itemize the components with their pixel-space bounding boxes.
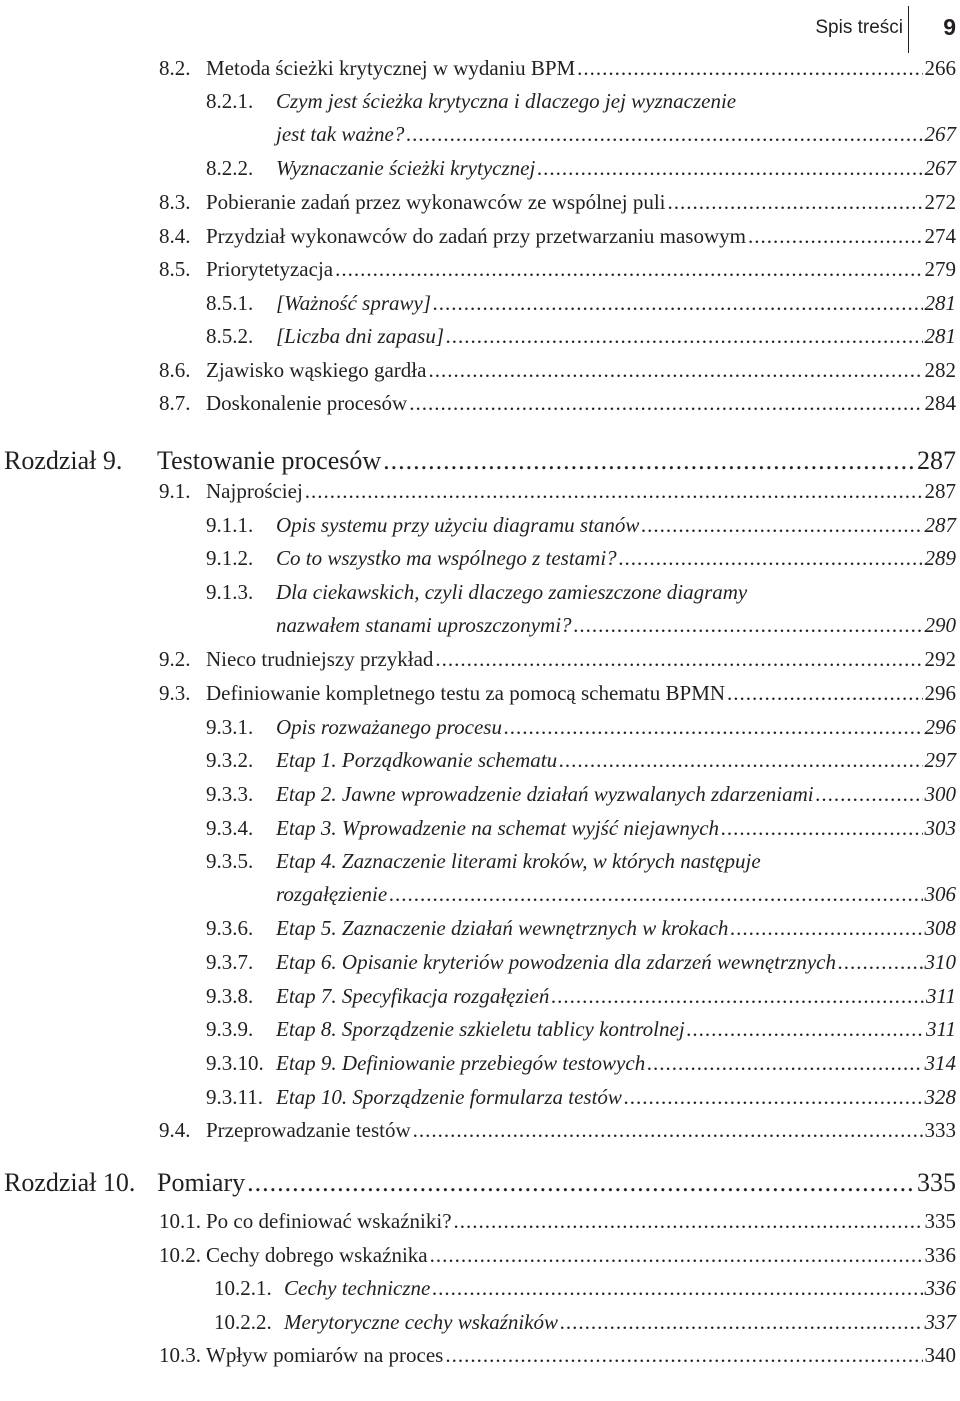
dot-leader — [454, 1209, 923, 1234]
toc-entry[interactable] — [0, 580, 960, 646]
toc-entry-title: Etap 9. Definiowanie przebiegów testowych — [276, 1051, 646, 1075]
toc-entry[interactable] — [0, 748, 960, 781]
dot-leader — [537, 156, 922, 181]
toc-entry-number: 9.1. — [159, 479, 191, 503]
toc-page-number: 289 — [924, 546, 956, 570]
toc-entry-number: 10.1. — [159, 1209, 201, 1233]
toc-entry-number: 8.5.1. — [206, 291, 254, 315]
dot-leader — [816, 782, 923, 807]
toc-page-number: 300 — [924, 782, 956, 806]
toc-page-number: 311 — [926, 984, 956, 1008]
toc-entry[interactable] — [0, 56, 960, 89]
toc-entry-title: Etap 3. Wprowadzenie na schemat wyjść niejawnych — [276, 816, 720, 840]
toc-entry[interactable] — [0, 513, 960, 546]
dot-leader — [619, 546, 923, 571]
toc-page-number: 290 — [924, 613, 956, 637]
toc-entry-title: Testowanie procesów — [157, 446, 382, 475]
dot-leader — [559, 748, 922, 773]
toc-page-number: 279 — [924, 257, 956, 281]
toc-entry[interactable] — [0, 324, 960, 357]
dot-leader — [430, 1243, 923, 1268]
toc-entry-number: 9.3.5. — [206, 849, 254, 873]
toc-entry-title: Wpływ pomiarów na proces — [206, 1343, 444, 1367]
toc-page-number: 296 — [924, 681, 956, 705]
toc-page-number: 282 — [924, 358, 956, 382]
toc-entry-number: 9.3.1. — [206, 715, 254, 739]
toc-page-number: 281 — [924, 324, 956, 348]
toc-entry[interactable] — [0, 391, 960, 424]
dot-leader — [504, 715, 923, 740]
dot-leader — [409, 391, 922, 416]
header-section-title: Spis treści — [815, 17, 903, 38]
toc-entry-title: Priorytetyzacja — [206, 257, 334, 281]
dot-leader — [445, 1343, 922, 1368]
toc-entry-title: Nieco trudniejszy przykład — [206, 647, 434, 671]
toc-page-number: 287 — [924, 513, 956, 537]
dot-leader — [730, 916, 922, 941]
toc-entry-title: Merytoryczne cechy wskaźników — [284, 1310, 559, 1334]
toc-entry-title: [Liczba dni zapasu] — [276, 324, 445, 348]
toc-page-number: 333 — [924, 1118, 956, 1142]
toc-entry-title: Metoda ścieżki krytycznej w wydaniu BPM — [206, 56, 576, 80]
toc-entry[interactable] — [0, 1276, 960, 1309]
dot-leader — [687, 1017, 924, 1042]
toc-page-number: 308 — [924, 916, 956, 940]
toc-entry-title: Po co definiować wskaźniki? — [206, 1209, 452, 1233]
toc-page-number: 306 — [924, 882, 956, 906]
toc-entry-number: 10.2. — [159, 1243, 201, 1267]
toc-entry[interactable] — [0, 647, 960, 680]
toc-page-number: 336 — [924, 1276, 956, 1300]
toc-entry-title: Dla ciekawskich, czyli dlaczego zamieszczone diagramy — [276, 580, 748, 604]
toc-entry-title: Najprościej — [206, 479, 303, 503]
toc-entry-title: Doskonalenie procesów — [206, 391, 408, 415]
toc-entry-number: 8.3. — [159, 190, 191, 214]
dot-leader — [551, 984, 924, 1009]
toc-entry-title: Zjawisko wąskiego gardła — [206, 358, 427, 382]
toc-entry[interactable] — [0, 1085, 960, 1118]
toc-entry[interactable] — [0, 950, 960, 983]
dot-leader — [727, 681, 922, 706]
toc-entry-title: Cechy techniczne — [284, 1276, 431, 1300]
toc-entry-number: 8.4. — [159, 224, 191, 248]
toc-entry-title: Etap 7. Specyfikacja rozgałęzień — [276, 984, 550, 1008]
toc-entry[interactable] — [0, 1017, 960, 1050]
toc-entry-title: jest tak ważne? — [276, 122, 405, 146]
toc-entry-title: Wyznaczanie ścieżki krytycznej — [276, 156, 536, 180]
toc-page-number: 287 — [924, 479, 956, 503]
toc-page-number: 281 — [924, 291, 956, 315]
dot-leader — [574, 613, 923, 638]
toc-entry-title: nazwałem stanami uproszczonymi? — [276, 613, 572, 637]
dot-leader — [748, 224, 923, 249]
toc-entry-number: 9.3.8. — [206, 984, 254, 1008]
toc-entry-title: Pobieranie zadań przez wykonawców ze wspólnej puli — [206, 190, 666, 214]
header-divider — [908, 6, 909, 53]
toc-entry[interactable] — [0, 190, 960, 223]
toc-entry[interactable] — [0, 1243, 960, 1276]
toc-entry-number: 9.3.3. — [206, 782, 254, 806]
toc-entry[interactable] — [0, 782, 960, 815]
toc-entry[interactable] — [0, 156, 960, 189]
toc-entry[interactable] — [0, 1051, 960, 1084]
toc-entry[interactable] — [0, 1209, 960, 1242]
toc-entry-number: 10.2.1. — [214, 1276, 272, 1300]
toc-entry-number: 9.4. — [159, 1118, 191, 1142]
toc-entry-number: 9.3.10. — [206, 1051, 264, 1075]
dot-leader — [389, 882, 922, 907]
toc-page-number: 303 — [924, 816, 956, 840]
toc-entry-title: Etap 10. Sporządzenie formularza testów — [276, 1085, 622, 1109]
header-page-number: 9 — [943, 14, 956, 40]
toc-entry-title: Przydział wykonawców do zadań przy przetwarzaniu masowym — [206, 224, 746, 248]
toc-entry-number: 9.3.6. — [206, 916, 254, 940]
dot-leader — [668, 190, 923, 215]
toc-entry-number: 8.5.2. — [206, 324, 254, 348]
dot-leader — [641, 513, 922, 538]
toc-entry-number: 9.1.2. — [206, 546, 254, 570]
toc-entry-number: 8.2. — [159, 56, 191, 80]
toc-entry[interactable] — [0, 546, 960, 579]
dot-leader — [432, 1276, 922, 1301]
toc-page-number: 311 — [926, 1017, 956, 1041]
toc-entry[interactable] — [0, 358, 960, 391]
toc-entry-number: 9.3.11. — [206, 1085, 263, 1109]
toc-page-number: 314 — [924, 1051, 956, 1075]
toc-entry-title: Co to wszystko ma wspólnego z testami? — [276, 546, 617, 570]
toc-page-number: 267 — [924, 122, 956, 146]
dot-leader — [838, 950, 923, 975]
toc-entry-number: 9.1.1. — [206, 513, 254, 537]
toc-entry-title: rozgałęzienie — [276, 882, 388, 906]
dot-leader — [428, 358, 922, 383]
toc-page-number: 337 — [924, 1310, 956, 1334]
dot-leader — [247, 1168, 915, 1198]
dot-leader — [335, 257, 922, 282]
toc-chapter-entry[interactable] — [0, 446, 960, 479]
toc-entry-number: 9.3.4. — [206, 816, 254, 840]
dot-leader — [647, 1051, 922, 1076]
toc-entry[interactable] — [0, 89, 960, 155]
toc-page-number: 266 — [924, 56, 956, 80]
toc-page-number: 296 — [924, 715, 956, 739]
toc-entry-number: 9.3.2. — [206, 748, 254, 772]
toc-entry-number: Rozdział 10. — [4, 1168, 136, 1197]
toc-entry-title: Opis systemu przy użyciu diagramu stanów — [276, 513, 640, 537]
toc-entry[interactable] — [0, 257, 960, 290]
toc-entry-title: Etap 1. Porządkowanie schematu — [276, 748, 558, 772]
dot-leader — [413, 1118, 923, 1143]
dot-leader — [721, 816, 922, 841]
toc-entry[interactable] — [0, 291, 960, 324]
toc-entry[interactable] — [0, 1118, 960, 1151]
toc-entry[interactable] — [0, 681, 960, 714]
toc-page-number: 272 — [924, 190, 956, 214]
dot-leader — [406, 122, 922, 147]
toc-entry-title: Opis rozważanego procesu — [276, 715, 502, 739]
toc-entry-number: 9.3.9. — [206, 1017, 254, 1041]
toc-entry[interactable] — [0, 849, 960, 915]
toc-entry-number: 8.2.2. — [206, 156, 254, 180]
toc-entry-title: Etap 4. Zaznaczenie literami kroków, w których następuje — [276, 849, 761, 873]
toc-entry[interactable] — [0, 224, 960, 257]
toc-entry-title: Etap 2. Jawne wprowadzenie działań wyzwalanych zdarzeniami — [276, 782, 814, 806]
toc-page-number: 328 — [924, 1085, 956, 1109]
dot-leader — [446, 324, 922, 349]
toc-chapter-entry[interactable] — [0, 1168, 960, 1201]
toc-entry-number: 9.1.3. — [206, 580, 254, 604]
toc-entry-number: 8.7. — [159, 391, 191, 415]
running-header — [780, 0, 960, 58]
toc-entry-number: 9.3.7. — [206, 950, 254, 974]
dot-leader — [383, 446, 915, 476]
toc-entry[interactable] — [0, 1343, 960, 1376]
toc-entry-number: Rozdział 9. — [4, 446, 123, 475]
toc-page-number: 267 — [924, 156, 956, 180]
toc-entry-title: Pomiary — [157, 1168, 246, 1197]
toc-page-number: 284 — [924, 391, 956, 415]
toc-entry-number: 8.2.1. — [206, 89, 254, 113]
toc-entry[interactable] — [0, 479, 960, 512]
toc-entry-title: Cechy dobrego wskaźnika — [206, 1243, 428, 1267]
toc-entry[interactable] — [0, 916, 960, 949]
dot-leader — [305, 479, 923, 504]
toc-entry[interactable] — [0, 1310, 960, 1343]
toc-page-number: 297 — [924, 748, 956, 772]
dot-leader — [433, 291, 923, 316]
toc-page-number: 335 — [917, 1168, 956, 1197]
toc-page-number: 310 — [924, 950, 956, 974]
toc-page-number: 340 — [924, 1343, 956, 1367]
toc-entry-number: 10.3. — [159, 1343, 201, 1367]
toc-entry-number: 8.6. — [159, 358, 191, 382]
toc-page-number: 287 — [917, 446, 956, 475]
toc-page-number: 292 — [924, 647, 956, 671]
toc-entry-number: 8.5. — [159, 257, 191, 281]
dot-leader — [577, 56, 922, 81]
toc-entry-number: 10.2.2. — [214, 1310, 272, 1334]
toc-entry-title: [Ważność sprawy] — [276, 291, 431, 315]
dot-leader — [624, 1085, 923, 1110]
toc-entry[interactable] — [0, 715, 960, 748]
toc-page-number: 335 — [924, 1209, 956, 1233]
toc-entry-title: Etap 8. Sporządzenie szkieletu tablicy kontrolnej — [276, 1017, 685, 1041]
toc-page-number: 336 — [924, 1243, 956, 1267]
toc-entry-title: Etap 6. Opisanie kryteriów powodzenia dla zdarzeń wewnętrznych — [276, 950, 836, 974]
toc-entry-number: 9.2. — [159, 647, 191, 671]
toc-entry[interactable] — [0, 984, 960, 1017]
toc-entry-number: 9.3. — [159, 681, 191, 705]
dot-leader — [560, 1310, 922, 1335]
toc-entry-title: Czym jest ścieżka krytyczna i dlaczego jej wyznaczenie — [276, 89, 737, 113]
toc-entry-title: Etap 5. Zaznaczenie działań wewnętrznych w krokach — [276, 916, 729, 940]
toc-entry[interactable] — [0, 816, 960, 849]
dot-leader — [435, 647, 922, 672]
toc-entry-title: Przeprowadzanie testów — [206, 1118, 411, 1142]
toc-entry-title: Definiowanie kompletnego testu za pomocą schematu BPMN — [206, 681, 726, 705]
toc-page-number: 274 — [924, 224, 956, 248]
